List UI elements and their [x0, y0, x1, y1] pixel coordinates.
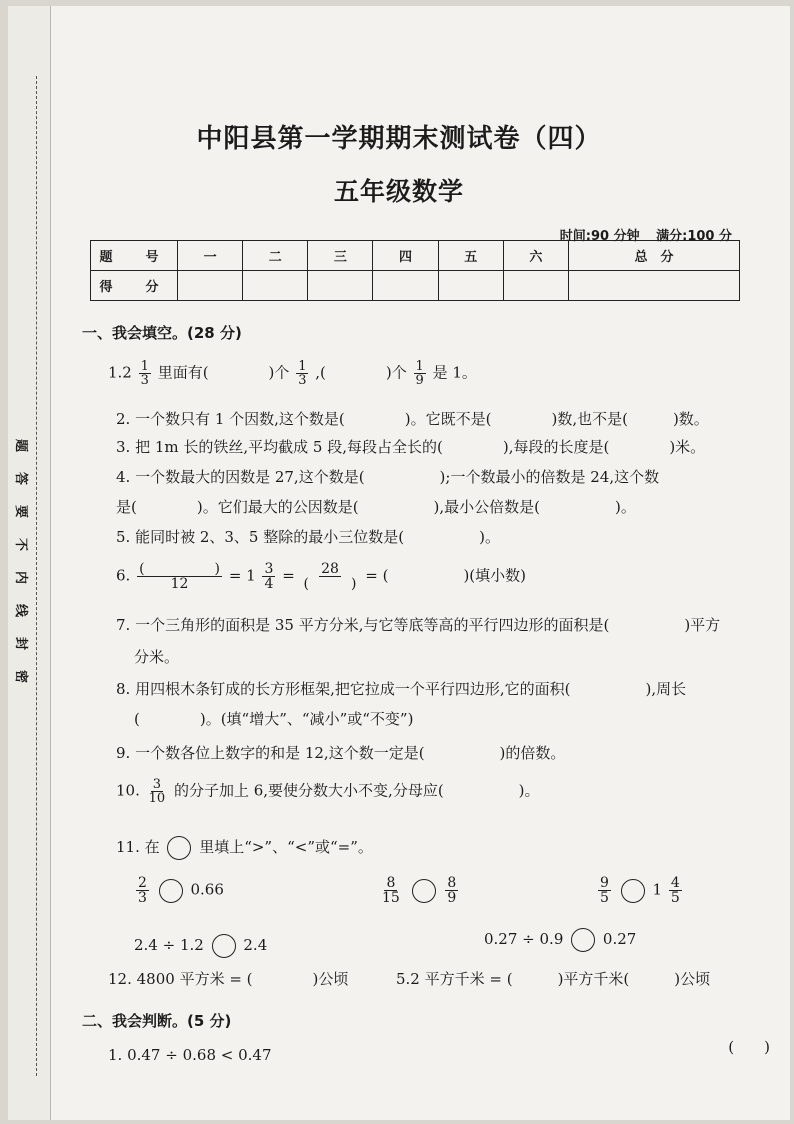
- comparison-circle[interactable]: [621, 879, 645, 903]
- fraction: [136, 876, 149, 905]
- compare-value: 0.27 ÷ 0.9: [484, 930, 564, 948]
- compare-item-3: [596, 876, 684, 905]
- question-8-line2: ( )。(填“增大”、“减小”或“不变”): [134, 710, 414, 728]
- score-table-cell: 二: [243, 241, 308, 271]
- fraction-numerator: ( ): [139, 561, 221, 577]
- compare-item-4: [134, 934, 267, 958]
- question-1: [108, 360, 477, 387]
- question-7-line1: 7. 一个三角形的面积是 35 平方分米,与它等底等高的平行四边形的面积是( )平方: [116, 616, 721, 634]
- section2-heading: 二、我会判断。(5 分): [82, 1012, 232, 1030]
- question-2: 2. 一个数只有 1 个因数,这个数是( )。它既不是( )数,也不是( )数。: [116, 410, 709, 428]
- score-table-cell: 六: [503, 241, 568, 271]
- q6-text: = ( )(填小数): [365, 566, 527, 585]
- fraction-denominator: 3: [298, 373, 307, 388]
- fraction-denominator: 9: [415, 373, 424, 388]
- score-table-cell: 三: [308, 241, 373, 271]
- fraction-denominator: 9: [447, 890, 457, 906]
- compare-value: 0.66: [190, 880, 224, 899]
- fraction-numerator: 3: [152, 777, 162, 792]
- q6-text: 6.: [116, 566, 131, 585]
- exam-title: 中阳县第一学期期末测试卷（四）: [196, 124, 602, 154]
- fraction-numerator: 28: [321, 561, 339, 577]
- fraction-numerator: 8: [447, 875, 457, 891]
- score-table-cell: 四: [373, 241, 438, 271]
- exam-content: [8, 6, 790, 1120]
- fraction-denominator: 3: [140, 373, 149, 388]
- question-4-line1: 4. 一个数最大的因数是 27,这个数是( );一个数最小的倍数是 24,这个数: [116, 468, 660, 486]
- question-4-line2: 是( )。它们最大的公因数是( ),最小公倍数是( )。: [116, 498, 636, 516]
- judge-item-1: 1. 0.47 ÷ 0.68 < 0.47: [108, 1046, 272, 1064]
- fraction: [598, 876, 611, 905]
- fraction-denominator: 15: [382, 890, 400, 906]
- fraction-denominator: 5: [600, 890, 609, 906]
- q1-text: ,( )个: [315, 363, 407, 382]
- fraction: [139, 360, 151, 387]
- fraction: [302, 562, 359, 591]
- section1-heading: 一、我会填空。(28 分): [82, 324, 242, 342]
- binding-char: 题: [13, 438, 29, 453]
- question-7-line2: 分米。: [134, 648, 180, 666]
- exam-full-score: 满分:100 分: [656, 229, 732, 244]
- binding-char: 内: [13, 570, 29, 585]
- q10-text: 的分子加上 6,要使分数大小不变,分母应( )。: [173, 781, 540, 800]
- compare-value: 2.4 ÷ 1.2: [134, 936, 204, 954]
- q6-text: =: [282, 566, 295, 585]
- fraction: [414, 360, 426, 387]
- binding-char: 密: [13, 669, 29, 684]
- compare-item-1: [134, 876, 224, 905]
- comparison-circle[interactable]: [159, 879, 183, 903]
- exam-subtitle: 五年级数学: [333, 177, 464, 206]
- question-3: 3. 把 1m 长的铁丝,平均截成 5 段,每段占全长的( ),每段的长度是( )米。: [116, 438, 706, 456]
- question-12-part2: 5.2 平方千米 = ( )平方千米( )公顷: [396, 970, 711, 988]
- fraction: [669, 876, 682, 905]
- fraction-numerator: 1: [298, 359, 307, 374]
- q1-text: 里面有( )个: [157, 363, 290, 382]
- score-table-cell: 一: [178, 241, 243, 271]
- binding-char: 要: [13, 504, 29, 519]
- fraction-numerator: 2: [138, 875, 147, 891]
- fraction-numerator: 9: [600, 875, 609, 891]
- fraction-numerator: 4: [670, 875, 680, 891]
- q10-text: 10.: [116, 781, 140, 800]
- judge-answer-paren[interactable]: ( ): [728, 1038, 770, 1056]
- fraction-denominator: ( ): [303, 576, 357, 592]
- binding-char: 答: [13, 471, 29, 486]
- fraction-numerator: 1: [415, 359, 424, 374]
- compare-value: 2.4: [243, 936, 268, 954]
- q11-text: 11. 在: [116, 838, 160, 856]
- score-table-cell: 得 分: [91, 271, 178, 301]
- compare-item-5: [484, 928, 636, 952]
- comparison-circle[interactable]: [167, 836, 191, 860]
- question-11: [116, 836, 373, 860]
- exam-time: 时间:90 分钟: [559, 229, 640, 244]
- question-8-line1: 8. 用四根木条钉成的长方形框架,把它拉成一个平行四边形,它的面积( ),周长: [116, 680, 687, 698]
- binding-char: 不: [13, 537, 29, 552]
- fraction: [137, 562, 222, 591]
- q1-text: 是 1。: [432, 363, 477, 382]
- fraction-denominator: 10: [148, 791, 166, 806]
- fraction: [296, 360, 308, 387]
- q6-text: = 1: [228, 566, 256, 585]
- binding-char: 线: [13, 603, 29, 618]
- fraction-denominator: 12: [170, 576, 189, 592]
- comparison-circle[interactable]: [412, 879, 436, 903]
- compare-item-2: [378, 876, 460, 905]
- question-12-part1: 12. 4800 平方米 = ( )公顷: [108, 970, 349, 988]
- fraction: [147, 778, 168, 805]
- exam-page: [8, 6, 790, 1120]
- question-10: [116, 778, 540, 805]
- score-table-cell: 总 分: [568, 241, 739, 271]
- q11-text: 里填上“>”、“<”或“=”。: [199, 838, 373, 856]
- fraction-numerator: 3: [264, 561, 274, 577]
- comparison-circle[interactable]: [571, 928, 595, 952]
- fraction-denominator: 3: [138, 890, 147, 906]
- fraction: [380, 876, 402, 905]
- q1-text: 1.2: [108, 363, 132, 382]
- binding-char: 封: [13, 636, 29, 651]
- question-5: 5. 能同时被 2、3、5 整除的最小三位数是( )。: [116, 528, 500, 546]
- compare-value: 0.27: [602, 930, 637, 948]
- score-table-cell: 题 号: [91, 241, 178, 271]
- fraction-denominator: 4: [264, 576, 274, 592]
- fraction-numerator: 1: [140, 359, 149, 374]
- comparison-circle[interactable]: [212, 934, 236, 958]
- score-table-cell: 五: [438, 241, 503, 271]
- compare-value: 1: [652, 880, 663, 899]
- fraction-numerator: 8: [386, 875, 396, 891]
- fraction: [262, 562, 275, 591]
- fraction: [445, 876, 458, 905]
- fraction-denominator: 5: [670, 890, 680, 906]
- question-9: 9. 一个数各位上数字的和是 12,这个数一定是( )的倍数。: [116, 744, 566, 762]
- question-6: [116, 562, 526, 591]
